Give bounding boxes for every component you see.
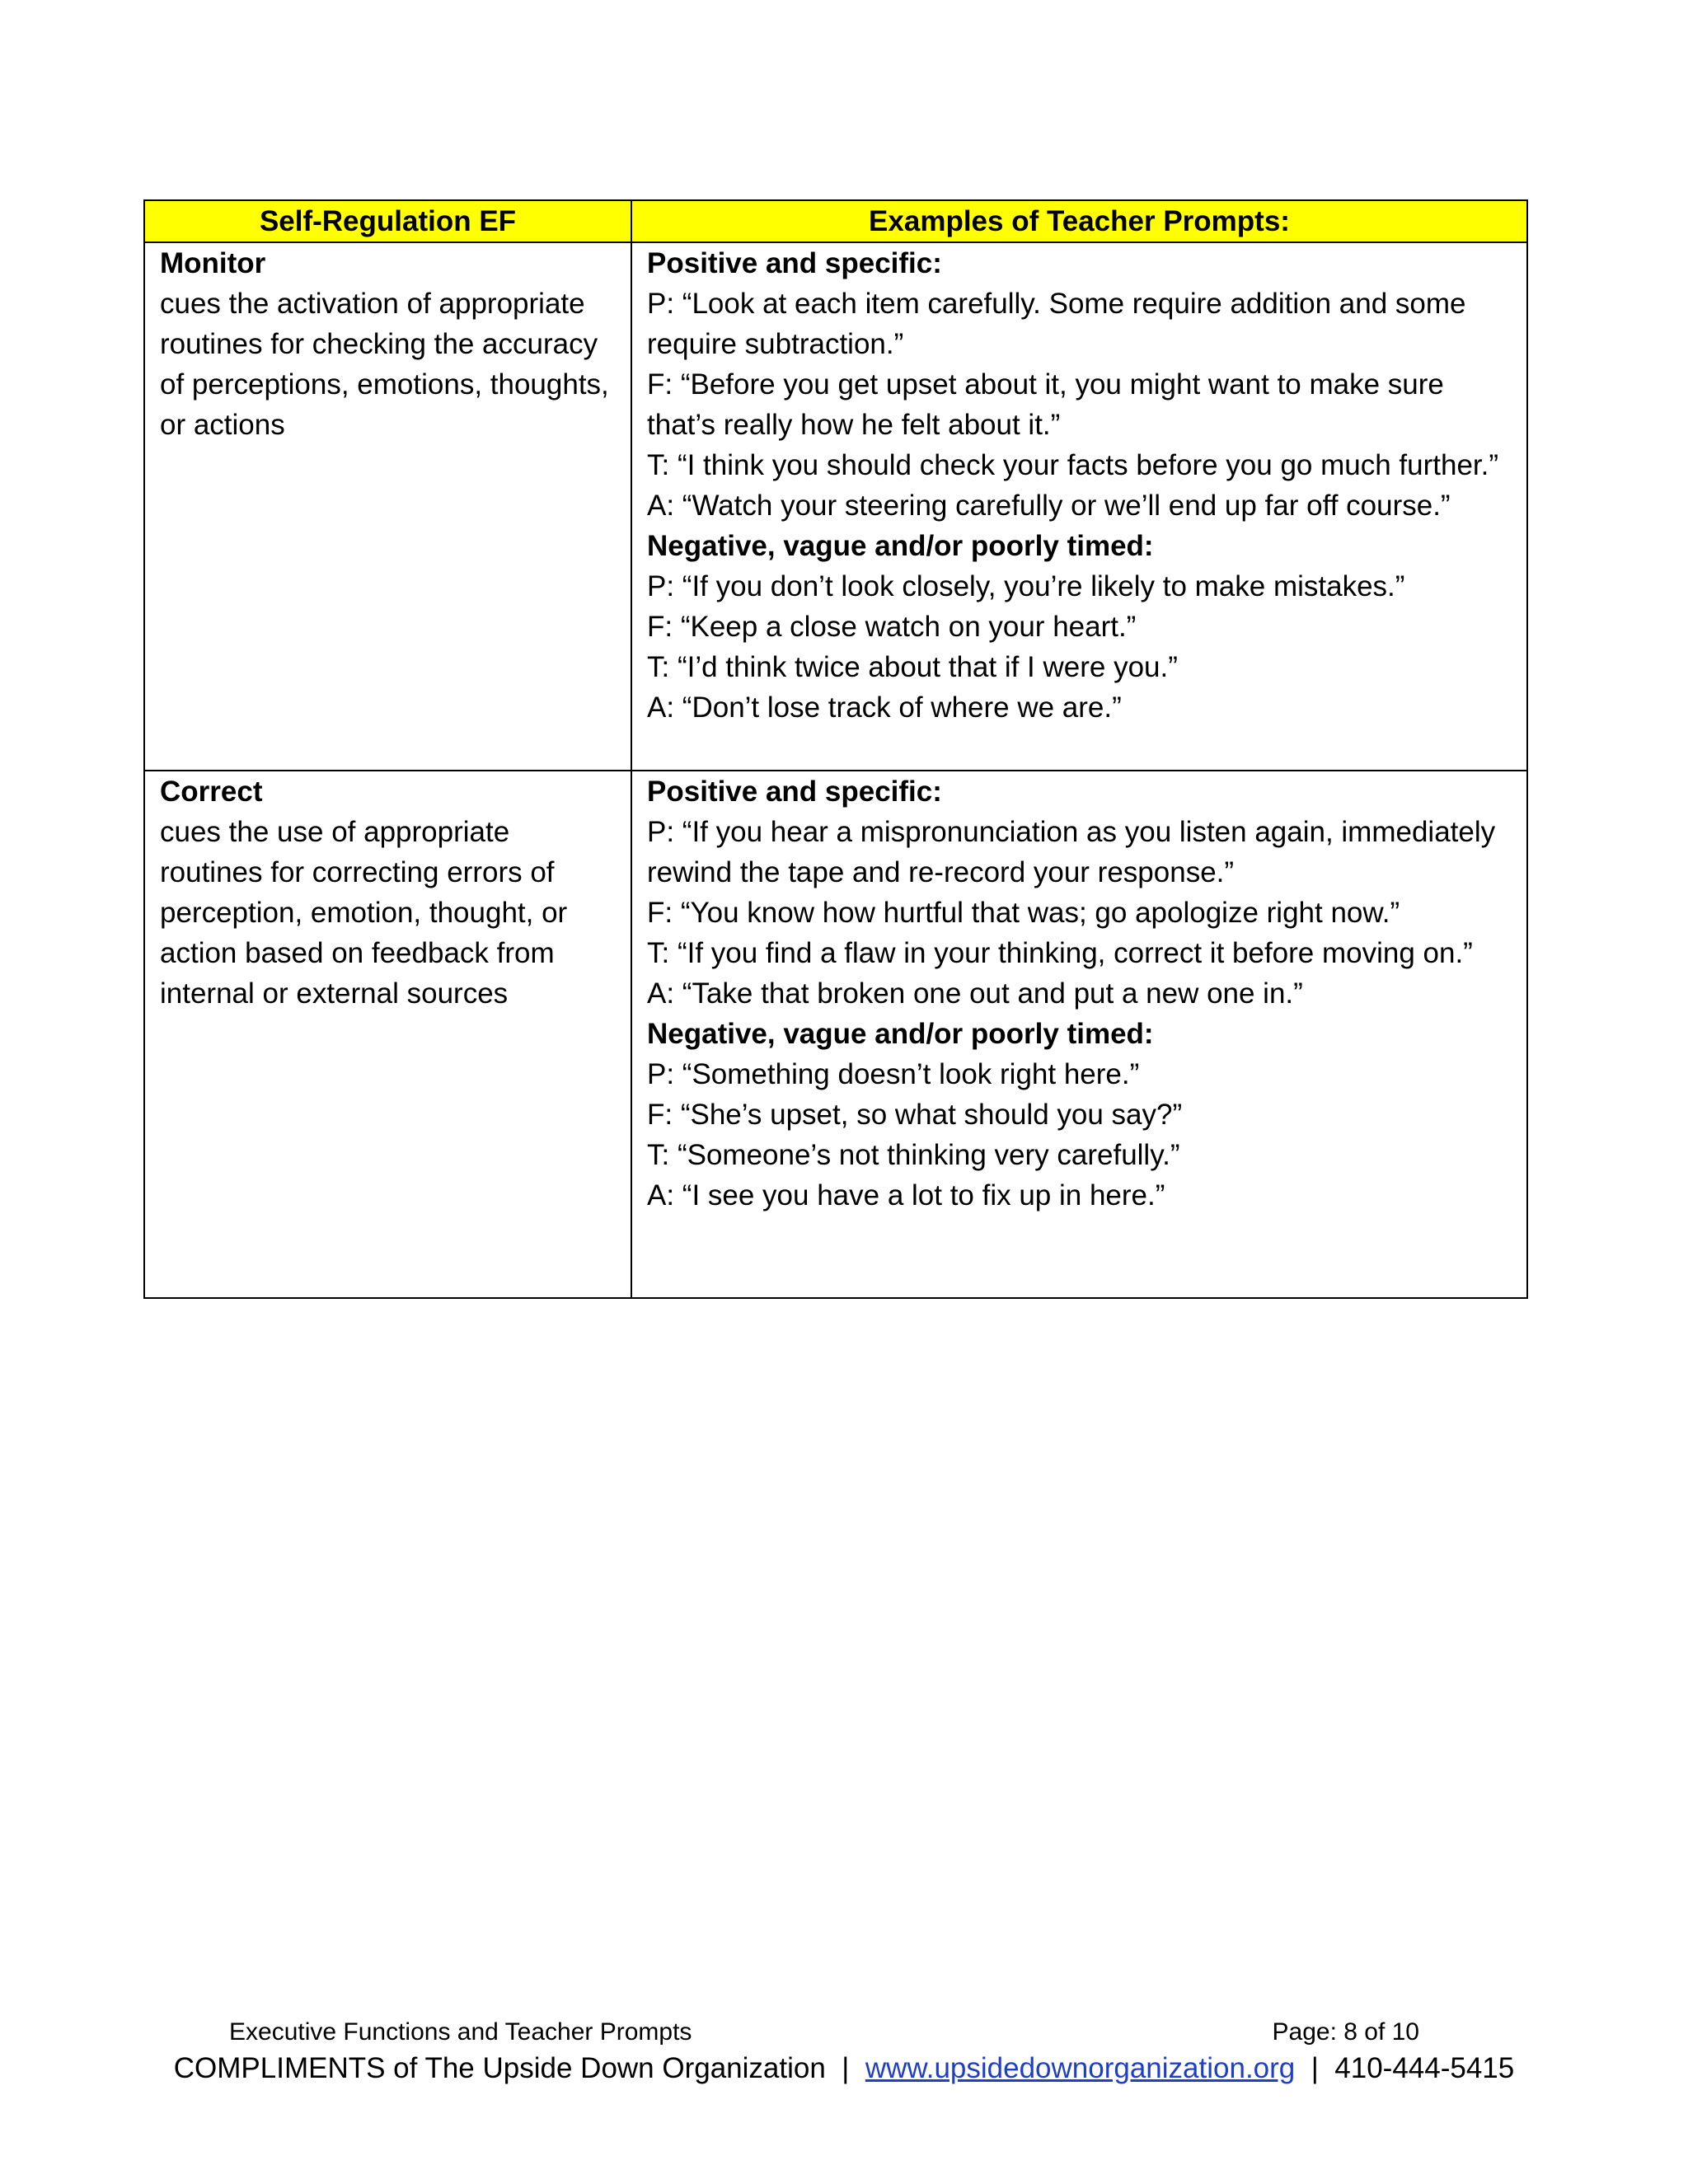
negative-prompt: F: “She’s upset, so what should you say?” [647,1099,1183,1131]
negative-prompt: T: “Someone’s not thinking very carefully.” [647,1139,1180,1171]
prompts-cell [631,242,1527,771]
positive-prompt: A: “Watch your steering carefully or we’ll end up far off course.” [647,490,1451,522]
skill-description: cues the use of appropriate routines for correcting errors of perception, emotion, thought, or action based on feedback from internal or external sources [160,816,568,1010]
footer-website-link[interactable]: www.upsidedownorganization.org [865,2052,1296,2084]
positive-heading: Positive and specific: [647,247,942,279]
positive-prompt: T: “I think you should check your facts before you go much further.” [647,449,1499,481]
footer-separator: | [842,2052,850,2084]
negative-prompt: A: “Don’t lose track of where we are.” [647,691,1122,724]
negative-prompt: A: “I see you have a lot to fix up in here.” [647,1179,1165,1212]
teacher-prompts-table [143,199,1528,1299]
table-row-correct [144,771,1527,1298]
footer-page-number: Page: 8 of 10 [1272,2018,1419,2046]
positive-prompt: P: “If you hear a mispronunciation as you listen again, immediately rewind the tape and re-record your response.” [647,816,1496,888]
positive-prompt: F: “You know how hurtful that was; go apologize right now.” [647,897,1400,929]
skill-cell [144,771,631,1298]
negative-prompt: P: “Something doesn’t look right here.” [647,1058,1140,1090]
header-teacher-prompts: Examples of Teacher Prompts: [631,200,1527,242]
skill-name: Monitor [160,247,266,279]
footer-separator: | [1311,2052,1319,2084]
negative-prompt: F: “Keep a close watch on your heart.” [647,611,1137,643]
footer-compliments: COMPLIMENTS of The Upside Down Organization [173,2052,826,2084]
positive-heading: Positive and specific: [647,776,942,808]
table-row-monitor [144,242,1527,771]
positive-prompt: P: “Look at each item carefully. Some require addition and some require subtraction.” [647,288,1466,360]
table-header-row [144,200,1527,242]
negative-prompt: T: “I’d think twice about that if I were you.” [647,651,1178,683]
prompts-cell [631,771,1527,1298]
positive-prompt: A: “Take that broken one out and put a new one in.” [647,977,1303,1010]
skill-cell [144,242,631,771]
footer-bottom-line [0,2050,1688,2088]
positive-prompt: F: “Before you get upset about it, you might want to make sure that’s really how he felt about it.” [647,368,1444,441]
positive-prompt: T: “If you find a flaw in your thinking, correct it before moving on.” [647,937,1473,969]
footer-document-title: Executive Functions and Teacher Prompts [229,2018,692,2046]
negative-heading: Negative, vague and/or poorly timed: [647,530,1154,562]
skill-description: cues the activation of appropriate routines for checking the accuracy of perceptions, emotions, thoughts, or actions [160,288,609,441]
skill-name: Correct [160,776,263,808]
header-self-regulation-ef: Self-Regulation EF [144,200,631,242]
footer-phone: 410-444-5415 [1334,2052,1515,2084]
negative-prompt: P: “If you don’t look closely, you’re likely to make mistakes.” [647,570,1405,602]
negative-heading: Negative, vague and/or poorly timed: [647,1018,1154,1050]
